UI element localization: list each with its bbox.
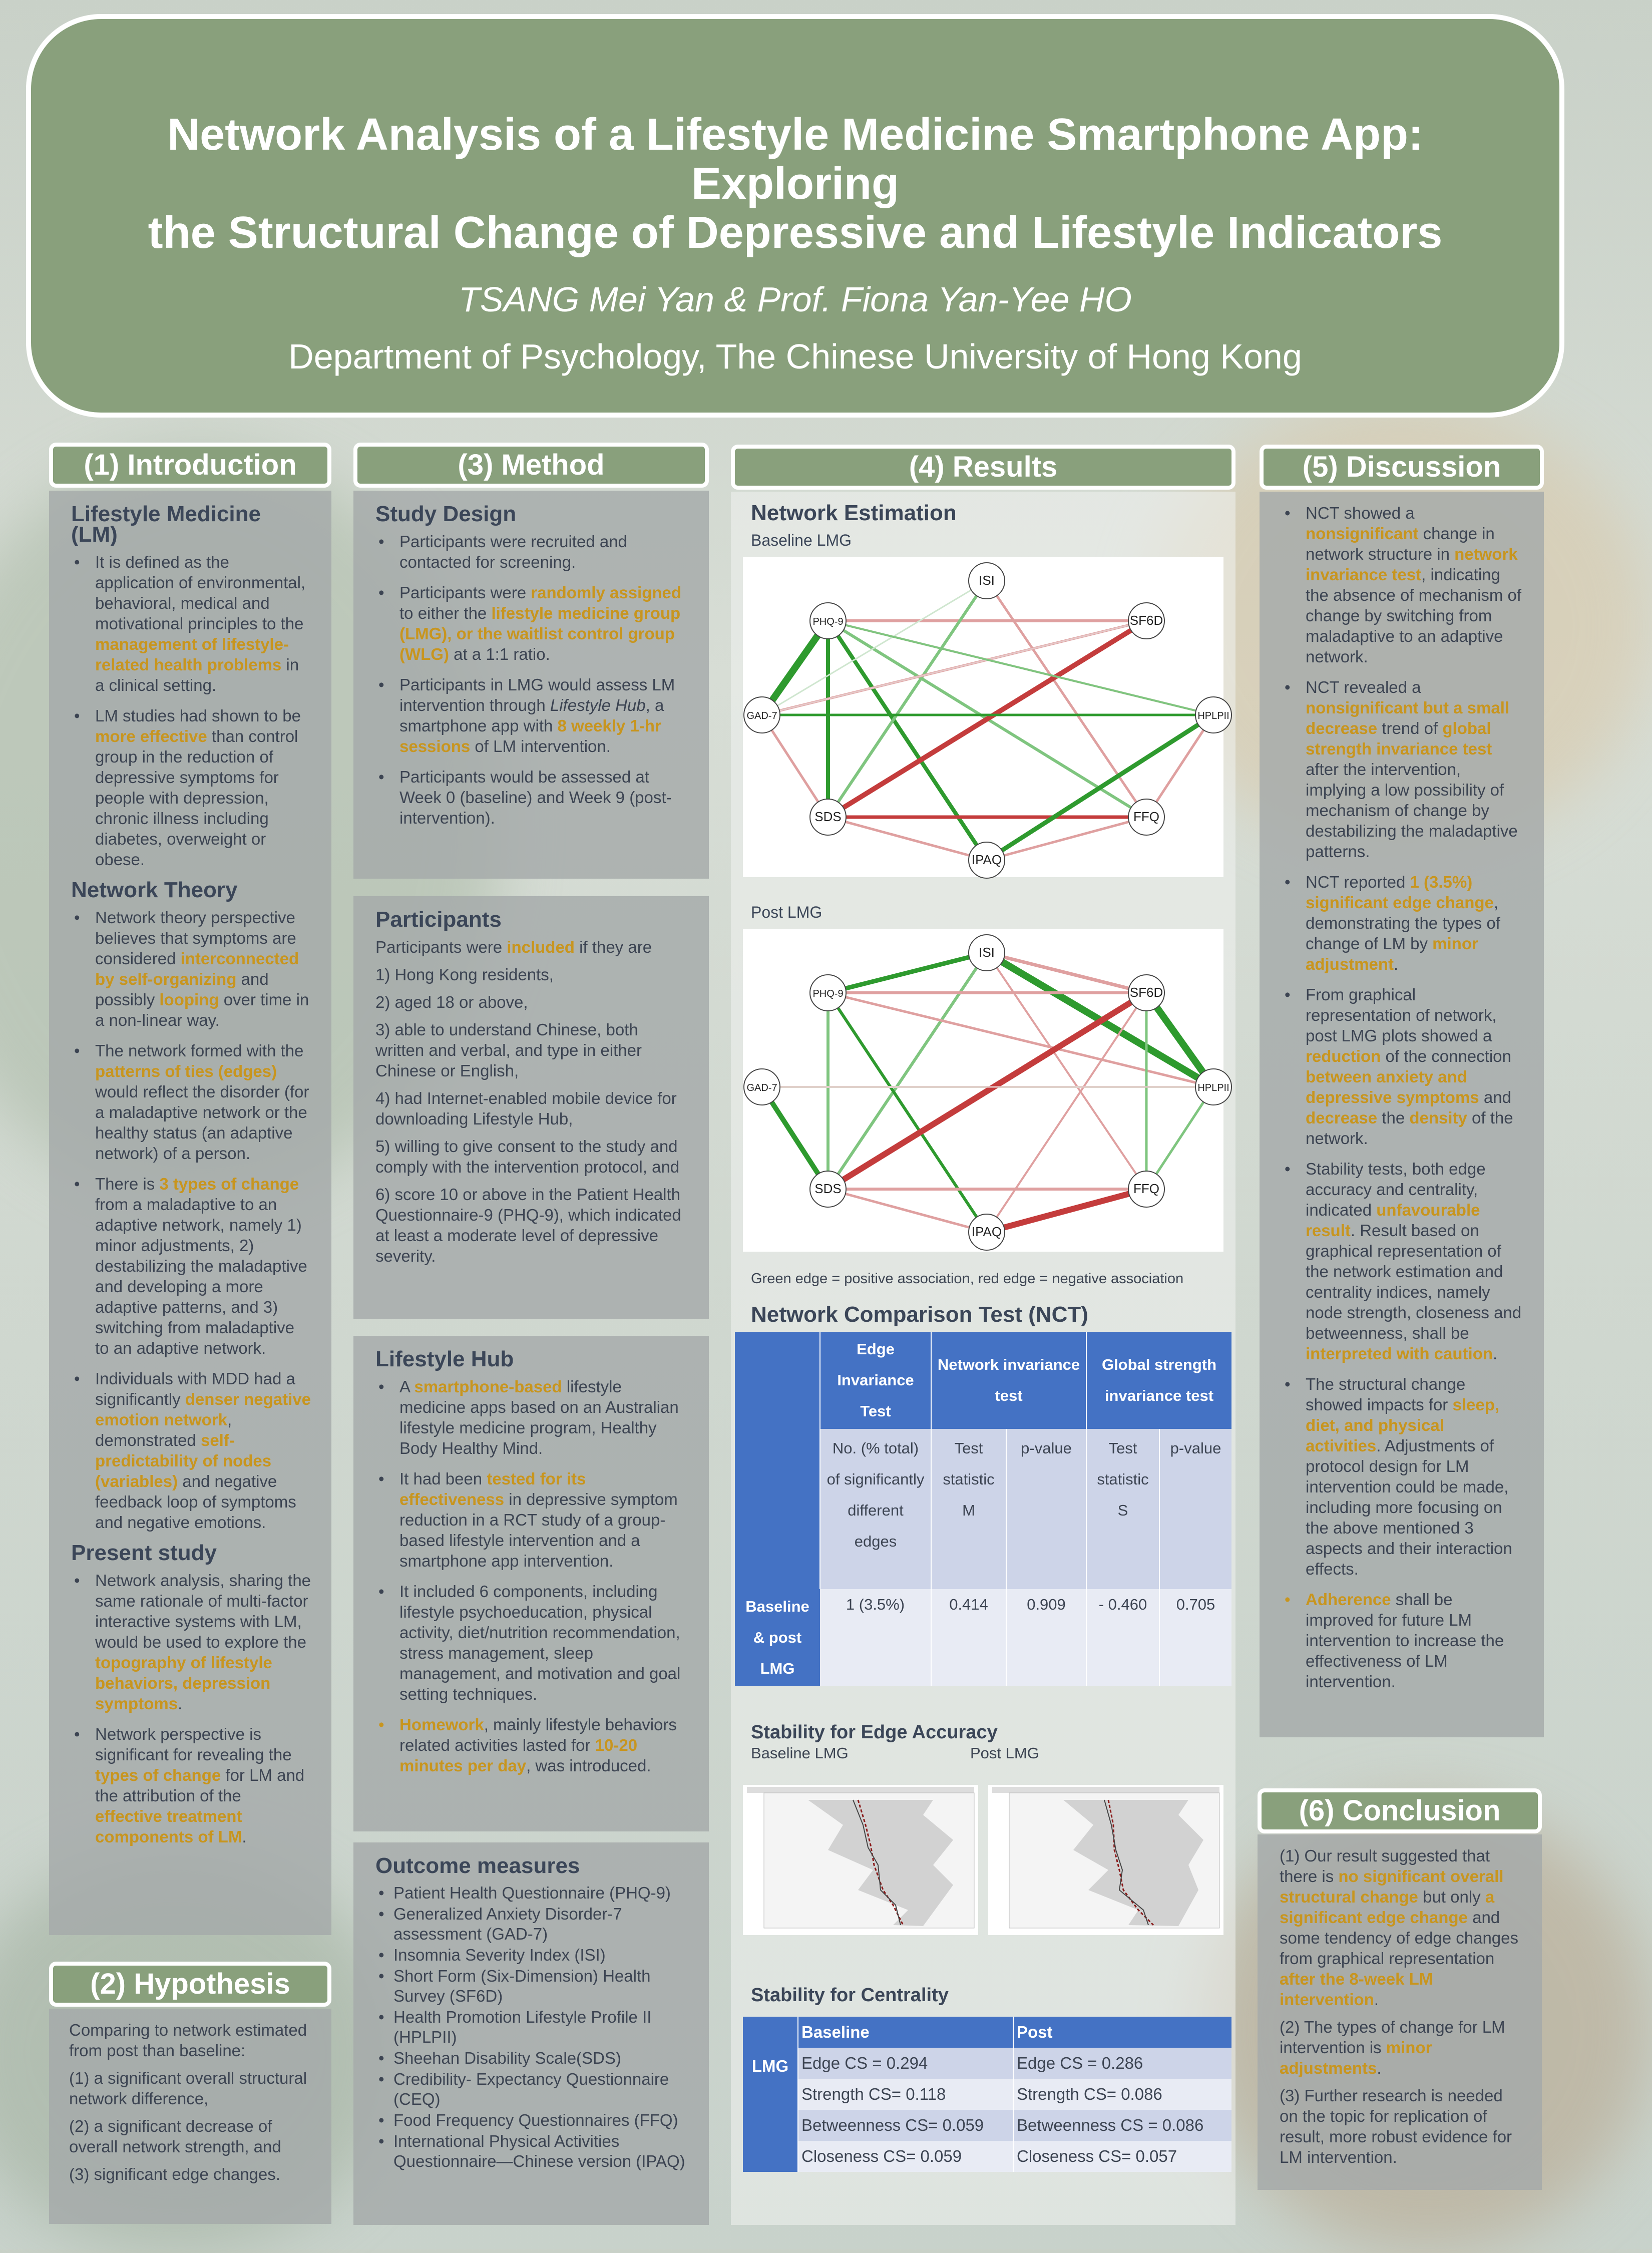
section-hypothesis-header: (2) Hypothesis [49, 1962, 331, 2007]
nct-sub-header: p-value [1170, 1439, 1221, 1457]
bullet: • LM studies had shown to be more effective than control group in the reduction of depressive symptoms for people with depression, chronic illness including diabetes, overweight or obese. [71, 705, 311, 870]
lifestyle-hub-panel [353, 1336, 709, 1831]
nct-value: 0.909 [1006, 1589, 1086, 1686]
present-study-heading: Present study [71, 1541, 217, 1565]
section-results-header: (4) Results [731, 445, 1235, 490]
bullet: • Participants were randomly assigned to either the lifestyle medicine group (LMG), or the waitlist control group (WLG) at a 1:1 ratio. [375, 582, 689, 664]
hypothesis-3: (3) significant edge changes. [69, 2165, 280, 2183]
bullet: • Participants in LMG would assess LM intervention through Lifestyle Hub, a smartphone app with 8 weekly 1-hr sessions of LM intervention. [375, 674, 689, 757]
centrality-value: Betweenness CS= 0.059 [798, 2110, 1013, 2141]
measure-item: • Food Frequency Questionnaires (FFQ) [375, 2110, 689, 2130]
bullet: • Homework, mainly lifestyle behaviors related activities lasted for 10-20 minutes per day, was introduced. [375, 1714, 689, 1776]
nct-sub-header: Test statistic M [931, 1429, 1006, 1589]
network-node-label: SDS [814, 1181, 842, 1196]
centrality-value: Edge CS = 0.286 [1013, 2048, 1231, 2079]
centrality-table [743, 2017, 1231, 2172]
nct-heading: Network Comparison Test (NCT) [751, 1302, 1088, 1327]
nct-value: 1 (3.5%) [820, 1589, 931, 1686]
nct-table [735, 1332, 1231, 1686]
edge-accuracy-heading: Stability for Edge Accuracy [751, 1722, 998, 1743]
criterion: 4) had Internet-enabled mobile device for downloading Lifestyle Hub, [375, 1089, 677, 1128]
hypothesis-1: (1) a significant overall structural network difference, [69, 2069, 307, 2108]
bullet: • The network formed with the patterns of ties (edges) would reflect the disorder (for a maladaptive network or the healthy status (an adaptive network) of a person. [71, 1040, 311, 1164]
edge-accuracy-baseline-plot [743, 1785, 978, 1935]
conclusion-panel [1258, 1834, 1542, 2190]
centrality-value: Betweenness CS = 0.086 [1013, 2110, 1231, 2141]
post-network-graph [743, 929, 1229, 1252]
centrality-value: Closeness CS= 0.057 [1013, 2141, 1231, 2172]
network-node-label: PHQ-9 [812, 988, 844, 999]
centrality-heading: Stability for Centrality [751, 1985, 949, 2006]
network-node-label: GAD-7 [746, 710, 777, 721]
nct-sub-header: Test statistic S [1086, 1429, 1159, 1589]
introduction-panel [49, 491, 331, 1935]
participants-panel [353, 896, 709, 1319]
bullet: • Network analysis, sharing the same rationale of multi-factor interactive systems with LM, would be used to explore the topography of lifestyle behaviors, depression symptoms. [71, 1570, 311, 1714]
poster-title: Network Analysis of a Lifestyle Medicine Smartphone App: Exploring the Structural Change of Depressive and Lifestyle Indicators [148, 110, 1443, 258]
nct-row-label: Baseline & post LMG [735, 1589, 820, 1686]
measure-item: • Health Promotion Lifestyle Profile II (HPLPII) [375, 2007, 689, 2047]
nct-sub-header: p-value [1006, 1429, 1086, 1589]
bullet: • There is 3 types of change from a maladaptive to an adaptive network, namely 1) minor adjustments, 2) destabilizing the maladaptive and developing a more adaptive patterns, and 3) switching from maladaptive to an adaptive network. [71, 1174, 311, 1358]
measure-item: • Short Form (Six-Dimension) Health Survey (SF6D) [375, 1966, 689, 2006]
network-edge [987, 817, 1146, 860]
section-introduction-header: (1) Introduction [49, 443, 331, 488]
measure-item: • International Physical Activities Questionnaire—Chinese version (IPAQ) [375, 2131, 689, 2171]
baseline-network-label: Baseline LMG [751, 531, 852, 549]
criterion: 5) willing to give consent to the study and comply with the intervention protocol, and [375, 1137, 680, 1176]
post-network-label: Post LMG [751, 903, 822, 921]
discussion-panel [1260, 492, 1544, 1737]
nct-header-edge: Edge Invariance Test [820, 1332, 931, 1429]
network-node-label: GAD-7 [746, 1082, 777, 1093]
criterion: 1) Hong Kong residents, [375, 965, 554, 984]
bullet: • Stability tests, both edge accuracy and centrality, indicated unfavourable result. Result based on graphical representation of the network estimation and centrality indices, namely node strength, closeness and betweenness, shall be interpreted with caution. [1282, 1159, 1524, 1364]
network-node-label: HPLPII [1197, 1082, 1229, 1093]
network-node-label: FFQ [1133, 1181, 1159, 1196]
conclusion-2: (2) The types of change for LM intervention is minor adjustments. [1280, 2018, 1505, 2077]
participants-heading: Participants [375, 907, 502, 932]
nct-header-global: Global strength invariance test [1101, 1356, 1217, 1404]
hypothesis-2: (2) a significant decrease of overall network strength, and [69, 2117, 281, 2156]
network-node-label: ISI [979, 945, 995, 960]
bullet: • It is defined as the application of environmental, behavioral, medical and motivational principles to the management of lifestyle-related health problems in a clinical setting. [71, 552, 311, 695]
network-node-label: FFQ [1133, 809, 1159, 824]
poster-header [26, 14, 1564, 418]
network-edge [828, 581, 987, 817]
centrality-header-post: Post [1013, 2017, 1231, 2048]
bullet: • NCT showed a nonsignificant change in network structure in network invariance test, indicating the absence of mechanism of change by switching from maladaptive to an adaptive network. [1282, 503, 1524, 667]
edge-accuracy-baseline-label: Baseline LMG [751, 1744, 849, 1762]
bullet: • From graphical representation of network, post LMG plots showed a reduction of the connection between anxiety and depressive symptoms and decrease the density of the network. [1282, 984, 1524, 1149]
results-panel [731, 492, 1235, 2225]
outcome-measures-panel [353, 1842, 709, 2225]
outcome-measures-heading: Outcome measures [375, 1853, 580, 1878]
network-theory-heading: Network Theory [71, 878, 238, 902]
hypothesis-intro: Comparing to network estimated from post than baseline: [69, 2021, 307, 2060]
centrality-value: Edge CS = 0.294 [798, 2048, 1013, 2079]
edge-legend-note: Green edge = positive association, red edge = negative association [751, 1271, 1184, 1287]
centrality-header-baseline: Baseline [798, 2017, 1013, 2048]
centrality-value: Strength CS= 0.086 [1013, 2079, 1231, 2110]
edge-accuracy-post-label: Post LMG [970, 1744, 1039, 1762]
bullet: • It had been tested for its effectiveness in depressive symptom reduction in a RCT study of a group-based lifestyle intervention and a smartphone app intervention. [375, 1468, 689, 1571]
bullet: • Individuals with MDD had a significantly denser negative emotion network, demonstrated self-predictability of nodes (variables) and negative feedback loop of symptoms and negative emotions. [71, 1368, 311, 1533]
network-estimation-heading: Network Estimation [751, 501, 957, 525]
measure-item: • Patient Health Questionnaire (PHQ-9) [375, 1883, 689, 1903]
centrality-row-label: LMG [743, 2048, 798, 2172]
section-discussion-header: (5) Discussion [1260, 445, 1544, 490]
lifestyle-medicine-heading: Lifestyle Medicine (LM) [71, 502, 261, 547]
centrality-value: Strength CS= 0.118 [798, 2079, 1013, 2110]
network-node-label: HPLPII [1197, 710, 1229, 721]
authors: TSANG Mei Yan & Prof. Fiona Yan-Yee HO [459, 280, 1132, 319]
network-node-label: ISI [979, 573, 995, 588]
network-edge [987, 581, 1146, 817]
hypothesis-panel [49, 2009, 331, 2224]
edge-accuracy-post-plot [988, 1785, 1223, 1935]
conclusion-1: (1) Our result suggested that there is no significant overall structural change but only a significant edge change and some tendency of edge changes from graphical representation after the 8-week LM intervention. [1280, 1846, 1519, 2009]
measure-item: • Insomnia Severity Index (ISI) [375, 1945, 689, 1965]
network-node-label: SDS [814, 809, 842, 824]
baseline-network-graph [743, 557, 1229, 877]
lifestyle-hub-heading: Lifestyle Hub [375, 1347, 514, 1371]
nct-value: 0.414 [931, 1589, 1006, 1686]
section-conclusion-header: (6) Conclusion [1258, 1788, 1542, 1833]
network-edge [828, 993, 1146, 1189]
network-node-label: SF6D [1129, 985, 1163, 1000]
participants-intro: Participants were included if they are [375, 938, 652, 956]
criterion: 2) aged 18 or above, [375, 993, 528, 1011]
conclusion-3: (3) Further research is needed on the topic for replication of result, more robust evidence for LM intervention. [1280, 2086, 1512, 2166]
network-edge [987, 715, 1213, 860]
bullet: • A smartphone-based lifestyle medicine apps based on an Australian lifestyle medicine program, Healthy Body Healthy Mind. [375, 1376, 689, 1458]
bullet: • It included 6 components, including lifestyle psychoeducation, physical activity, diet/nutrition recommendation, stress management, sleep management, and motivation and goal setting techniques. [375, 1581, 689, 1704]
section-method-header: (3) Method [353, 443, 709, 488]
network-node-label: IPAQ [971, 852, 1002, 867]
study-design-heading: Study Design [375, 502, 517, 526]
bullet: • Network theory perspective believes that symptoms are considered interconnected by self-organizing and possibly looping over time in a non-linear way. [71, 907, 311, 1030]
bullet: • Network perspective is significant for revealing the types of change for LM and the attribution of the effective treatment components of LM. [71, 1724, 311, 1847]
measure-item: • Sheehan Disability Scale(SDS) [375, 2048, 689, 2068]
study-design-panel [353, 491, 709, 879]
network-node-label: IPAQ [971, 1224, 1002, 1239]
measure-item: • Generalized Anxiety Disorder-7 assessment (GAD-7) [375, 1904, 689, 1944]
bullet: • Participants were recruited and contacted for screening. [375, 531, 689, 572]
nct-value: 0.705 [1176, 1596, 1215, 1613]
bullet: • Participants would be assessed at Week 0 (baseline) and Week 9 (post-intervention). [375, 767, 689, 828]
bullet: • NCT revealed a nonsignificant but a small decrease trend of global strength invariance test after the intervention, implying a low possibility of mechanism of change by destabilizing the maladaptive patterns. [1282, 677, 1524, 862]
nct-value: - 0.460 [1086, 1589, 1159, 1686]
centrality-value: Closeness CS= 0.059 [798, 2141, 1013, 2172]
criterion: 6) score 10 or above in the Patient Health Questionnaire-9 (PHQ-9), which indicated at least a moderate level of depressive severity. [375, 1185, 681, 1265]
network-node-label: PHQ-9 [812, 616, 844, 627]
nct-sub-header: No. (% total) of significantly different edges [820, 1429, 931, 1589]
nct-header-network: Network invariance test [931, 1332, 1086, 1429]
bullet: • NCT reported 1 (3.5%) significant edge change, demonstrating the types of change of LM by minor adjustment. [1282, 872, 1524, 974]
measure-item: • Credibility- Expectancy Questionnaire (CEQ) [375, 2069, 689, 2109]
bullet: • The structural change showed impacts for sleep, diet, and physical activities. Adjustments of protocol design for LM intervention could be made, including more focusing on the above mentioned 3 aspects and their interaction effects. [1282, 1374, 1524, 1579]
department: Department of Psychology, The Chinese University of Hong Kong [288, 337, 1302, 376]
bullet: • Adherence shall be improved for future LM intervention to increase the effectiveness of LM intervention. [1282, 1589, 1524, 1692]
criterion: 3) able to understand Chinese, both written and verbal, and type in either Chinese or English, [375, 1020, 642, 1080]
network-edge [762, 581, 987, 715]
network-node-label: SF6D [1129, 613, 1163, 628]
